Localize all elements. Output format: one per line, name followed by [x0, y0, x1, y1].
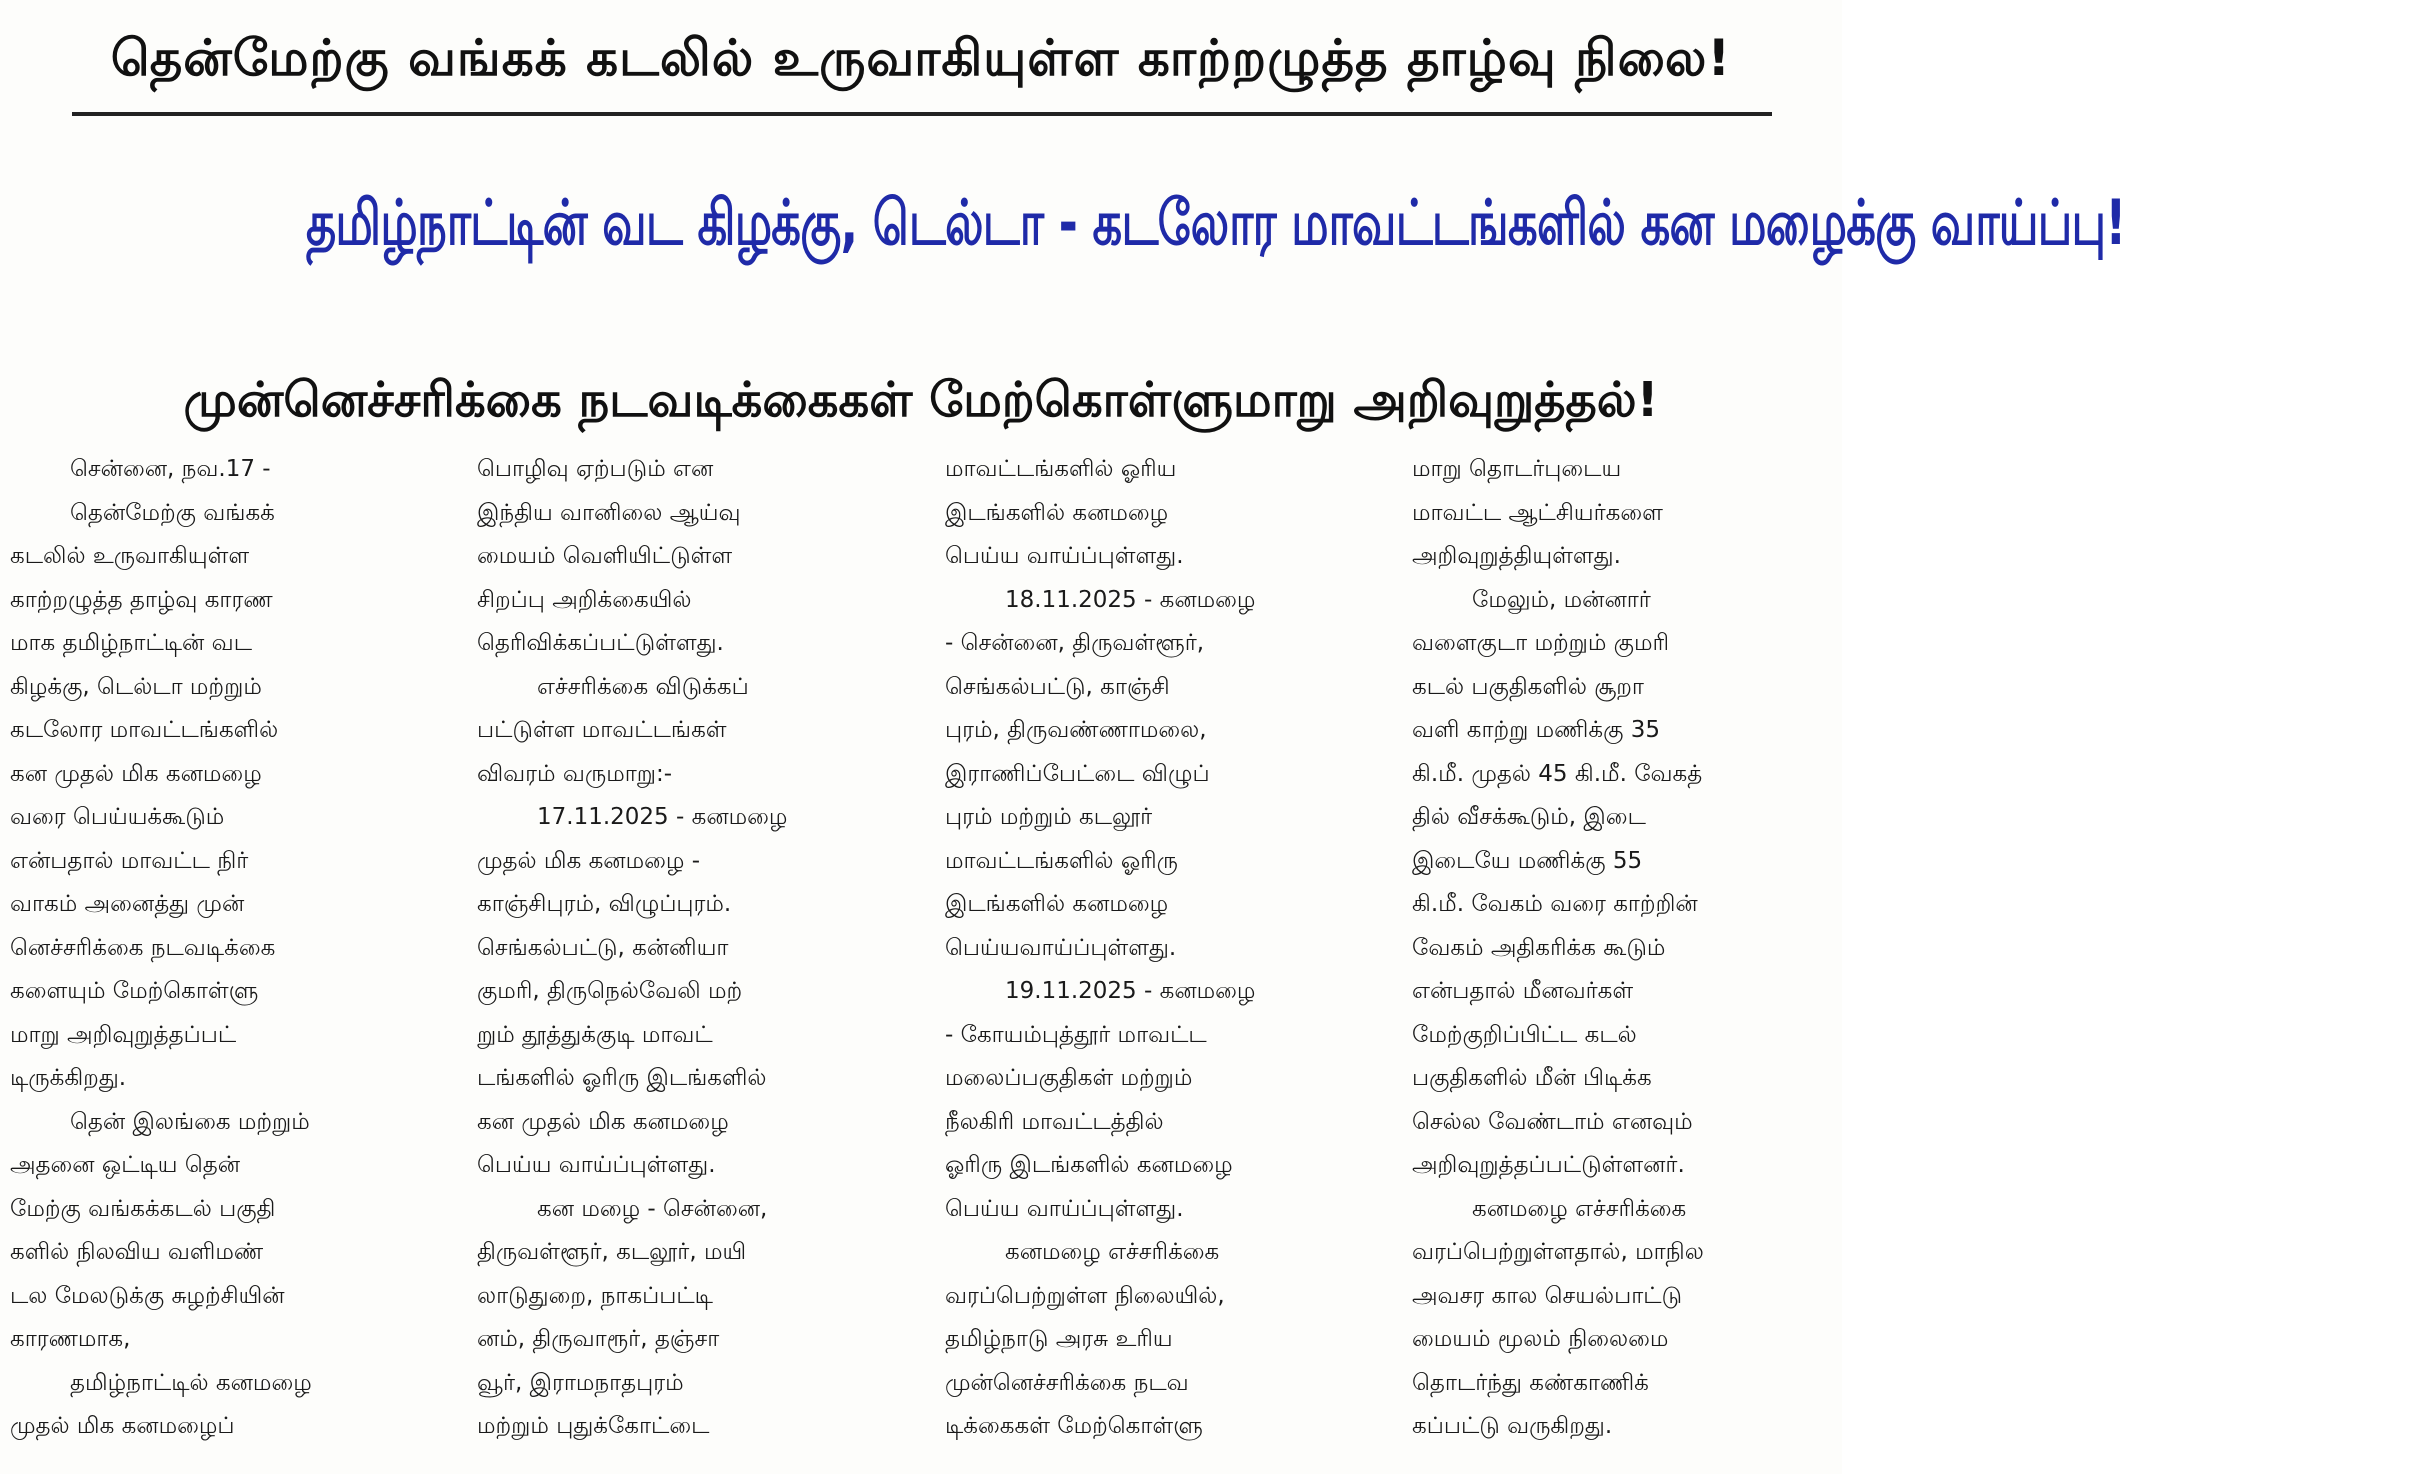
text-line: நீலகிரி மாவட்டத்தில் — [945, 1108, 1164, 1135]
text-line: பட்டுள்ள மாவட்டங்கள் — [477, 717, 727, 743]
text-line: கி.மீ. முதல் 45 கி.மீ. வேகத் — [1412, 760, 1703, 787]
text-line: கிழக்கு, டெல்டா மற்றும் — [10, 673, 262, 700]
text-line: செல்ல வேண்டாம் எனவும் — [1412, 1108, 1693, 1135]
text-line: கடலோர மாவட்டங்களில் — [10, 717, 279, 743]
text-line: பெய்ய வாய்ப்புள்ளது. — [477, 1152, 716, 1178]
text-line: வேகம் அதிகரிக்க கூடும் — [1412, 934, 1666, 961]
article-column-1 — [10, 448, 435, 1470]
text-line: டிக்கைகள் மேற்கொள்ளு — [945, 1413, 1203, 1439]
text-line: என்பதால் மீனவர்கள் — [1412, 978, 1634, 1004]
text-line: - கோயம்புத்தூர் மாவட்ட — [945, 1021, 1207, 1048]
text-line: திருவள்ளூர், கடலூர், மயி — [477, 1239, 747, 1265]
text-line: மாவட்ட ஆட்சியர்களை — [1412, 499, 1663, 526]
article-body — [10, 448, 1836, 1470]
text-line: கடல் பகுதிகளில் சூறா — [1412, 673, 1644, 700]
text-line: புரம், திருவண்ணாமலை, — [945, 717, 1207, 743]
text-line: காற்றழுத்த தாழ்வு காரண — [10, 586, 273, 613]
text-line: புரம் மற்றும் கடலூர் — [945, 804, 1153, 830]
text-line: அதனை ஒட்டிய தென் — [10, 1152, 241, 1178]
text-line: பெய்ய வாய்ப்புள்ளது. — [945, 543, 1184, 569]
text-line: டங்களில் ஓரிரு இடங்களில் — [477, 1065, 767, 1091]
text-line: காஞ்சிபுரம், விழுப்புரம். — [477, 891, 732, 917]
text-line: இராணிப்பேட்டை விழுப் — [945, 760, 1210, 787]
text-line: தெரிவிக்கப்பட்டுள்ளது. — [477, 630, 724, 656]
text-line: கன முதல் மிக கனமழை — [10, 760, 262, 787]
text-line: இந்திய வானிலை ஆய்வு — [477, 499, 741, 526]
text-line: குமரி, திருநெல்வேலி மற் — [477, 978, 743, 1004]
text-line: மையம் வெளியிட்டுள்ள — [477, 543, 733, 569]
text-line: வாகம் அனைத்து முன் — [10, 891, 245, 917]
text-line: டிருக்கிறது. — [10, 1065, 127, 1091]
text-line: னம், திருவாரூர், தஞ்சா — [477, 1326, 720, 1352]
text-line: தொடர்ந்து கண்காணிக் — [1412, 1369, 1649, 1396]
text-line: என்பதால் மாவட்ட நிர் — [10, 847, 249, 874]
text-line: களில் நிலவிய வளிமண் — [10, 1239, 264, 1265]
text-line: 17.11.2025 - கனமழை — [537, 804, 788, 830]
text-line: தில் வீசக்கூடும், இடை — [1412, 804, 1646, 830]
text-line: விவரம் வருமாறு:- — [477, 760, 673, 787]
text-line: வளி காற்று மணிக்கு 35 — [1412, 717, 1660, 743]
article-column-2 — [477, 448, 902, 1470]
text-line: கனமழை எச்சரிக்கை — [1472, 1195, 1687, 1222]
text-line: சிறப்பு அறிக்கையில் — [477, 586, 692, 613]
text-line: சென்னை, நவ.17 - — [70, 456, 271, 482]
text-line: இடையே மணிக்கு 55 — [1412, 847, 1643, 874]
text-line: 19.11.2025 - கனமழை — [1005, 978, 1256, 1004]
kicker-headline: தென்மேற்கு வங்கக் கடலில் உருவாகியுள்ள காற்றழுத்த தாழ்வு நிலை! — [110, 29, 1732, 87]
text-line: வரை பெய்யக்கூடும் — [10, 804, 225, 830]
text-line: மாறு தொடர்புடைய — [1412, 456, 1622, 482]
text-line: தென் இலங்கை மற்றும் — [70, 1108, 310, 1135]
text-line: கனமழை எச்சரிக்கை — [1005, 1239, 1220, 1265]
text-line: தமிழ்நாட்டில் கனமழை — [70, 1369, 312, 1396]
text-line: இடங்களில் கனமழை — [945, 891, 1169, 917]
text-line: வளைகுடா மற்றும் குமரி — [1412, 630, 1670, 656]
text-line: மாறு அறிவுறுத்தப்பட் — [10, 1021, 237, 1048]
text-line: மேற்கு வங்கக்கடல் பகுதி — [10, 1195, 276, 1222]
text-line: கப்பட்டு வருகிறது. — [1412, 1413, 1613, 1439]
text-line: டல மேலடுக்கு சுழற்சியின் — [10, 1282, 285, 1309]
text-line: எச்சரிக்கை விடுக்கப் — [537, 673, 749, 700]
text-line: பெய்யவாய்ப்புள்ளது. — [945, 934, 1177, 961]
text-line: மாவட்டங்களில் ஓரிய — [945, 456, 1177, 482]
text-line: இடங்களில் கனமழை — [945, 499, 1169, 526]
text-line: கன மழை - சென்னை, — [537, 1195, 768, 1222]
text-line: தமிழ்நாடு அரசு உரிய — [945, 1326, 1173, 1352]
text-line: வரப்பெற்றுள்ளதால், மாநில — [1412, 1239, 1704, 1265]
text-line: கி.மீ. வேகம் வரை காற்றின் — [1412, 891, 1698, 917]
text-line: பொழிவு ஏற்படும் என — [477, 456, 714, 482]
text-line: முதல் மிக கனமழைப் — [10, 1413, 235, 1439]
article-column-3 — [945, 448, 1370, 1470]
main-headline: தமிழ்நாட்டின் வட கிழக்கு, டெல்டா - கடலோர மாவட்டங்களில் கன மழைக்கு வாய்ப்பு! — [305, 186, 2126, 259]
text-line: மாக தமிழ்நாட்டின் வட — [10, 630, 252, 656]
text-line: - சென்னை, திருவள்ளூர், — [945, 630, 1205, 656]
text-line: முன்னெச்சரிக்கை நடவ — [945, 1369, 1189, 1396]
text-line: பகுதிகளில் மீன் பிடிக்க — [1412, 1065, 1652, 1091]
text-line: மையம் மூலம் நிலைமை — [1412, 1326, 1669, 1352]
text-line: மேலும், மன்னார் — [1472, 586, 1651, 613]
text-line: அறிவுறுத்தியுள்ளது. — [1412, 543, 1621, 569]
headline-divider — [72, 112, 1772, 116]
text-line: 18.11.2025 - கனமழை — [1005, 586, 1256, 613]
text-line: அவசர கால செயல்பாட்டு — [1412, 1282, 1683, 1309]
sub-headline: முன்னெச்சரிக்கை நடவடிக்கைகள் மேற்கொள்ளுமாறு அறிவுறுத்தல்! — [183, 372, 1659, 428]
text-line: களையும் மேற்கொள்ளு — [10, 978, 259, 1004]
text-line: கடலில் உருவாகியுள்ள — [10, 543, 250, 569]
text-line: தென்மேற்கு வங்கக் — [70, 499, 275, 526]
text-line: முதல் மிக கனமழை - — [477, 847, 700, 874]
text-line: வூர், இராமநாதபுரம் — [477, 1369, 684, 1396]
text-line: கன முதல் மிக கனமழை — [477, 1108, 729, 1135]
text-line: அறிவுறுத்தப்பட்டுள்ளனர். — [1412, 1152, 1685, 1178]
text-line: றும் தூத்துக்குடி மாவட் — [477, 1021, 713, 1048]
text-line: பெய்ய வாய்ப்புள்ளது. — [945, 1195, 1184, 1222]
text-line: செங்கல்பட்டு, கன்னியா — [477, 934, 729, 961]
text-line: மலைப்பகுதிகள் மற்றும் — [945, 1065, 1193, 1091]
text-line: காரணமாக, — [10, 1326, 131, 1352]
text-line: வரப்பெற்றுள்ள நிலையில், — [945, 1282, 1225, 1309]
text-line: மாவட்டங்களில் ஓரிரு — [945, 847, 1178, 874]
text-line: னெச்சரிக்கை நடவடிக்கை — [10, 934, 276, 961]
text-line: மேற்குறிப்பிட்ட கடல் — [1412, 1021, 1637, 1048]
text-line: லாடுதுறை, நாகப்பட்டி — [477, 1282, 713, 1309]
text-line: ஓரிரு இடங்களில் கனமழை — [945, 1152, 1233, 1178]
text-line: மற்றும் புதுக்கோட்டை — [477, 1413, 710, 1439]
text-line: செங்கல்பட்டு, காஞ்சி — [945, 673, 1170, 700]
article-column-4 — [1412, 448, 1837, 1470]
